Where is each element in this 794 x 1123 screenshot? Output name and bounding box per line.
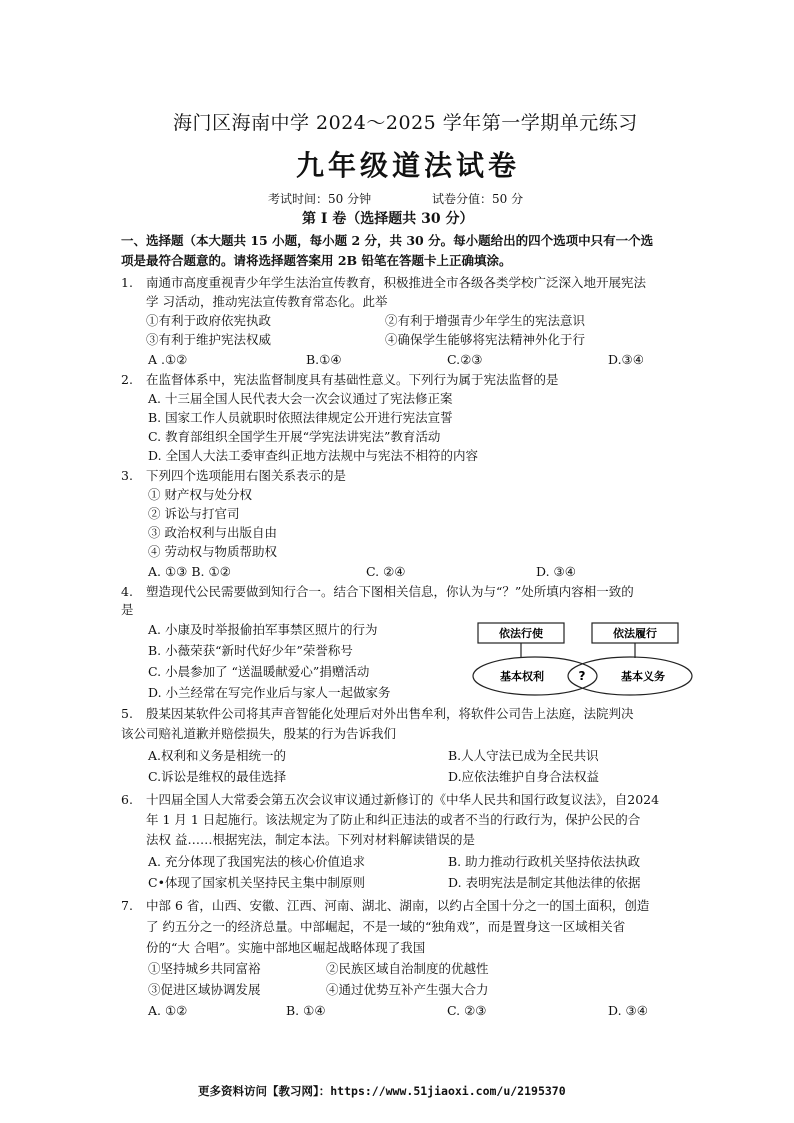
answer-option: A. 十三届全国人民代表大会一次会议通过了宪法修正案	[148, 391, 453, 406]
school-line: 海门区海南中学 2024～2025 学年第一学期单元练习	[173, 112, 638, 134]
exam-time: 考试时间：50 分钟	[268, 192, 372, 206]
answer-option: B.人人守法已成为全民共识	[448, 748, 599, 763]
question-stem: 在监督体系中，宪法监督制度具有基础性意义。下列行为属于宪法监督的是	[146, 372, 559, 387]
right-box-label: 依法履行	[613, 627, 657, 640]
answer-option: B.①④	[306, 352, 342, 367]
question-number: 7.	[121, 898, 133, 913]
question-stem: 法权 益……根据宪法，制定本法。下列对材料解读错误的是	[146, 832, 475, 847]
statement-item: ②有利于增强青少年学生的宪法意识	[385, 313, 586, 328]
answer-option: D. 小兰经常在写完作业后与家人一起做家务	[148, 685, 391, 700]
statement-item: ④确保学生能够将宪法精神外化于行	[385, 332, 586, 347]
answer-option: C. ②③	[447, 1003, 487, 1018]
question-stem: 下列四个选项能用右图关系表示的是	[146, 468, 347, 483]
question-stem: 学 习活动，推动宪法宣传教育常态化。此举	[146, 294, 388, 309]
statement-item: ③促进区域协调发展	[148, 982, 261, 997]
answer-option: A. 小康及时举报偷拍军事禁区照片的行为	[148, 622, 378, 637]
answer-option: A.权利和义务是相统一的	[148, 748, 287, 763]
statement-item: ④通过优势互补产生强大合力	[326, 982, 489, 997]
answer-option: C•体现了国家机关坚持民主集中制原则	[148, 875, 365, 890]
section-title-line1: 一、选择题（本大题共 15 小题，每小题 2 分，共 30 分。每小题给出的四个选项中只有一个选	[121, 233, 654, 248]
question-stem: 是	[121, 602, 134, 617]
question-number: 5.	[121, 706, 133, 721]
answer-option: C.诉讼是维权的最佳选择	[148, 769, 287, 784]
answer-option: A. ①③ B. ①②	[148, 564, 231, 579]
question-stem: 南通市高度重视青少年学生法治宣传教育，积极推进全市各级各类学校广泛深入地开展宪法	[146, 275, 647, 290]
footer-link[interactable]: 更多资料访问【教习网】：https://www.51jiaoxi.com/u/2195370	[198, 1084, 566, 1098]
answer-option: C. ②④	[366, 564, 406, 579]
statement-item: ② 诉讼与打官司	[148, 506, 240, 521]
question-number: 4.	[121, 584, 133, 599]
answer-option: A. ①②	[148, 1003, 188, 1018]
exam-score: 试卷分值：50 分	[432, 192, 524, 206]
answer-option: B. ①④	[286, 1003, 326, 1018]
statement-item: ③有利于维护宪法权威	[146, 332, 272, 347]
rights-duties-diagram	[470, 618, 700, 698]
question-stem: 中部 6 省，山西、安徽、江西、河南、湖北、湖南，以约占全国十分之一的国土面积，创造	[146, 898, 650, 913]
answer-option: C. 小晨参加了 “送温暖献爱心”捐赠活动	[148, 664, 370, 679]
question-stem: 份的“大 合唱”。实施中部地区崛起战略体现了我国	[146, 940, 426, 955]
answer-option: D. ③④	[608, 1003, 648, 1018]
answer-option: A .①②	[148, 352, 188, 367]
answer-option: C.②③	[447, 352, 483, 367]
answer-option: D. ③④	[536, 564, 576, 579]
statement-item: ④ 劳动权与物质帮助权	[148, 544, 277, 559]
answer-option: D.应依法维护自身合法权益	[448, 769, 600, 784]
answer-option: B. 小薇荣获“新时代好少年”荣誉称号	[148, 643, 353, 658]
left-ellipse-label: 基本权利	[500, 670, 544, 683]
question-stem: 塑造现代公民需要做到知行合一。结合下图相关信息，你认为与“？”处所填内容相一致的	[146, 584, 634, 599]
left-box-label: 依法行使	[499, 627, 543, 640]
answer-option: D. 表明宪法是制定其他法律的依据	[448, 875, 641, 890]
statement-item: ③ 政治权利与出版自由	[148, 525, 277, 540]
question-stem: 年 1 月 1 日起施行。该法规定为了防止和纠正违法的或者不当的行政行为，保护公民的合	[146, 812, 641, 827]
answer-option: D. 全国人大法工委审查纠正地方法规中与宪法不相符的内容	[148, 448, 479, 463]
question-stem: 了 约五分之一的经济总量。中部崛起，不是一域的“独角戏”，而是置身这一区域相关省	[146, 919, 626, 934]
question-number: 1.	[121, 275, 133, 290]
right-ellipse-label: 基本义务	[621, 670, 665, 683]
question-stem: 殷某因某软件公司将其声音智能化处理后对外出售牟利，将软件公司告上法庭，法院判决	[146, 706, 634, 721]
answer-option: A. 充分体现了我国宪法的核心价值追求	[148, 854, 365, 869]
section-title-line2: 项是最符合题意的。请将选择题答案用 2B 铅笔在答题卡上正确填涂。	[121, 253, 512, 268]
question-number: 3.	[121, 468, 133, 483]
question-stem: 十四届全国人大常委会第五次会议审议通过新修订的《中华人民共和国行政复议法》，自2024	[146, 792, 660, 807]
question-number: 6.	[121, 792, 133, 807]
answer-option: C. 教育部组织全国学生开展“学宪法讲宪法”教育活动	[148, 429, 441, 444]
statement-item: ②民族区域自治制度的优越性	[326, 961, 489, 976]
answer-option: B. 国家工作人员就职时依照法律规定公开进行宪法宣誓	[148, 410, 453, 425]
overlap-question-mark: ?	[578, 669, 586, 683]
answer-option: D.③④	[608, 352, 644, 367]
part-title: 第 I 卷（选择题共 30 分）	[302, 211, 474, 227]
statement-item: ① 财产权与处分权	[148, 487, 252, 502]
statement-item: ①坚持城乡共同富裕	[148, 961, 261, 976]
answer-option: B. 助力推动行政机关坚持依法执政	[448, 854, 641, 869]
exam-title: 九年级道法试卷	[296, 149, 521, 182]
question-stem: 该公司赔礼道歉并赔偿损失，殷某的行为告诉我们	[121, 726, 397, 741]
question-number: 2.	[121, 372, 133, 387]
statement-item: ①有利于政府依宪执政	[146, 313, 272, 328]
